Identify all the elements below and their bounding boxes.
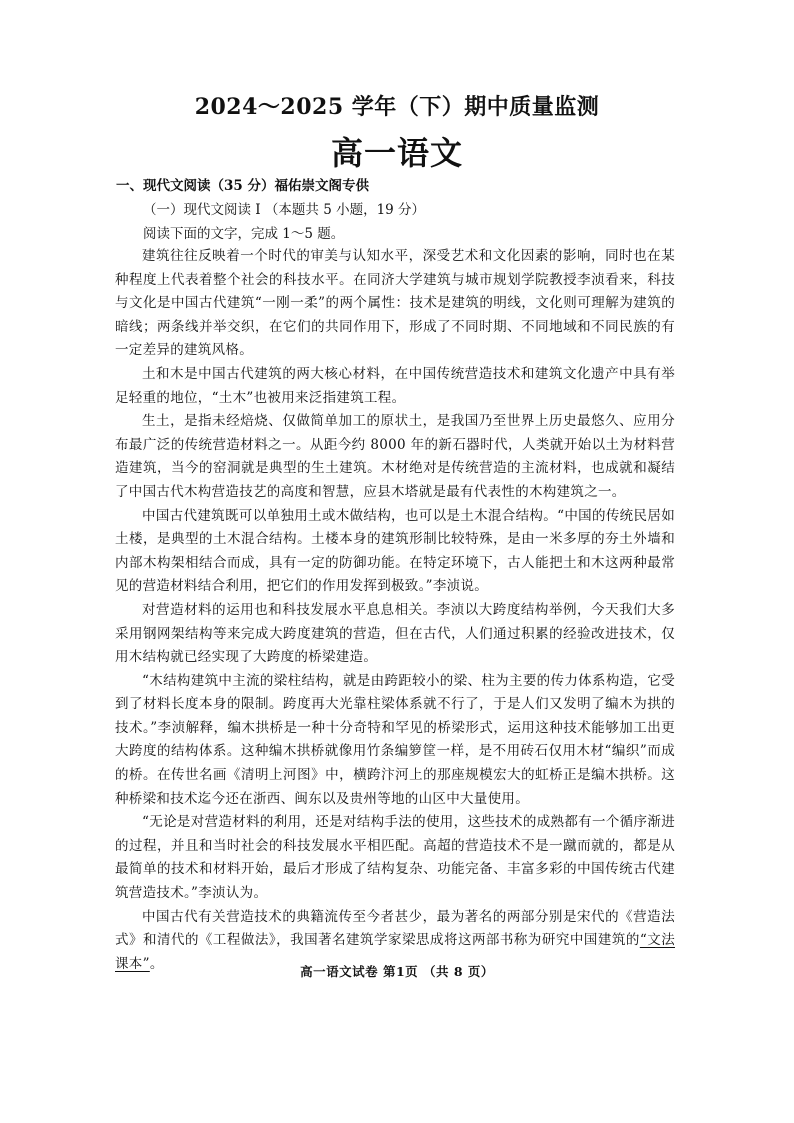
passage-paragraph: 中国古代建筑既可以单独用土或木做结构，也可以是土木混合结构。“中国的传统民居如土楼，是典型的土木混合结构。土楼本身的建筑形制比较特殊，是由一米多厚的夯土外墙和内部木构架相结合而成，具有一定的防御功能。在特定环境下，古人能把土和木这两种最常见的营造材料结合利用，把它们的作用发挥到极致。”李浈说。 xyxy=(115,507,675,595)
passage-paragraph: 建筑往往反映着一个时代的审美与认知水平，深受艺术和文化因素的影响，同时也在某种程度上代表着整个社会的科技水平。在同济大学建筑与城市规划学院教授李浈看来，科技与文化是中国古代建筑“一刚一柔”的两个属性：技术是建筑的明线，文化则可理解为建筑的暗线；两条线并举交织，在它们的共同作用下，形成了不同时期、不同地域和不同民族的有一定差异的建筑风格。 xyxy=(115,248,675,359)
passage-paragraph: 生土，是指未经焙烧、仅做简单加工的原状土，是我国乃至世界上历史最悠久、应用分布最广泛的传统营造材料之一。从距今约 8000 年的新石器时代，人类就开始以土为材料营造建筑，当今的窑洞就是典型的生土建筑。木材绝对是传统营造的主流材料，也成就和凝结了中国古代木构营造技艺的高度和智慧，应县木塔就是最有代表性的木构建筑之一。 xyxy=(115,413,675,500)
reading-instruction: 阅读下面的文字，完成 1～5 题。 xyxy=(143,226,345,242)
exam-title: 2024～2025 学年（下）期中质量监测 xyxy=(194,94,600,120)
passage-text: 中国古代有关营造技术的典籍流传至今者甚少，最为著名的两部分别是宋代的《营造法式》和清代的《工程做法》，我国著名建筑学家梁思成将这两部书称为研究中国建筑的 xyxy=(115,908,675,949)
reading-passage xyxy=(115,245,675,976)
passage-paragraph: “木结构建筑中主流的梁柱结构，就是由跨距较小的梁、柱为主要的传力体系构造，它受到了材料长度本身的限制。跨度再大光靠柱梁体系就不行了，于是人们又发明了编木为拱的技术。”李浈解释，编木拱桥是一种十分奇特和罕见的桥梁形式，运用这种技术能够加工出更大跨度的结构体系。这种编木拱桥就像用竹条编箩筐一样，是不用砖石仅用木材“编织”而成的桥。在传世名画《清明上河图》中，横跨汴河上的那座规模宏大的虹桥正是编木拱桥。这种桥梁和技术迄今还在浙西、闽东以及贵州等地的山区中大量使用。 xyxy=(115,672,675,807)
subsection-heading: （一）现代文阅读 I （本题共 5 小题，19 分） xyxy=(143,202,426,218)
passage-text-end: 。 xyxy=(149,955,164,972)
passage-paragraph: 土和木是中国古代建筑的两大核心材料，在中国传统营造技术和建筑文化遗产中具有举足轻重的地位，“土木”也被用来泛指建筑工程。 xyxy=(115,365,675,406)
passage-paragraph: 对营造材料的运用也和科技发展水平息息相关。李浈以大跨度结构举例，今天我们大多采用钢网架结构等来完成大跨度建筑的营造，但在古代，人们通过积累的经验改进技术，仅用木结构就已经实现了大跨度的桥梁建造。 xyxy=(115,601,675,666)
subject-title: 高一语文 xyxy=(330,134,463,172)
section-heading: 一、现代文阅读（35 分）福佑崇文阁专供 xyxy=(116,178,369,194)
underlined-term: “文法课本” xyxy=(115,932,675,972)
passage-paragraph: “无论是对营造材料的利用，还是对结构手法的使用，这些技术的成熟都有一个循序渐进的过程，并且和当时社会的科技发展水平相匹配。高超的营造技术不是一蹴而就的，都是从最简单的技术和材料开始，最后才形成了结构复杂、功能完备、丰富多彩的中国传统古代建筑营造技术。”李浈认为。 xyxy=(115,814,675,902)
page-footer: 高一语文试卷 第1页 （共 8 页） xyxy=(300,964,494,979)
